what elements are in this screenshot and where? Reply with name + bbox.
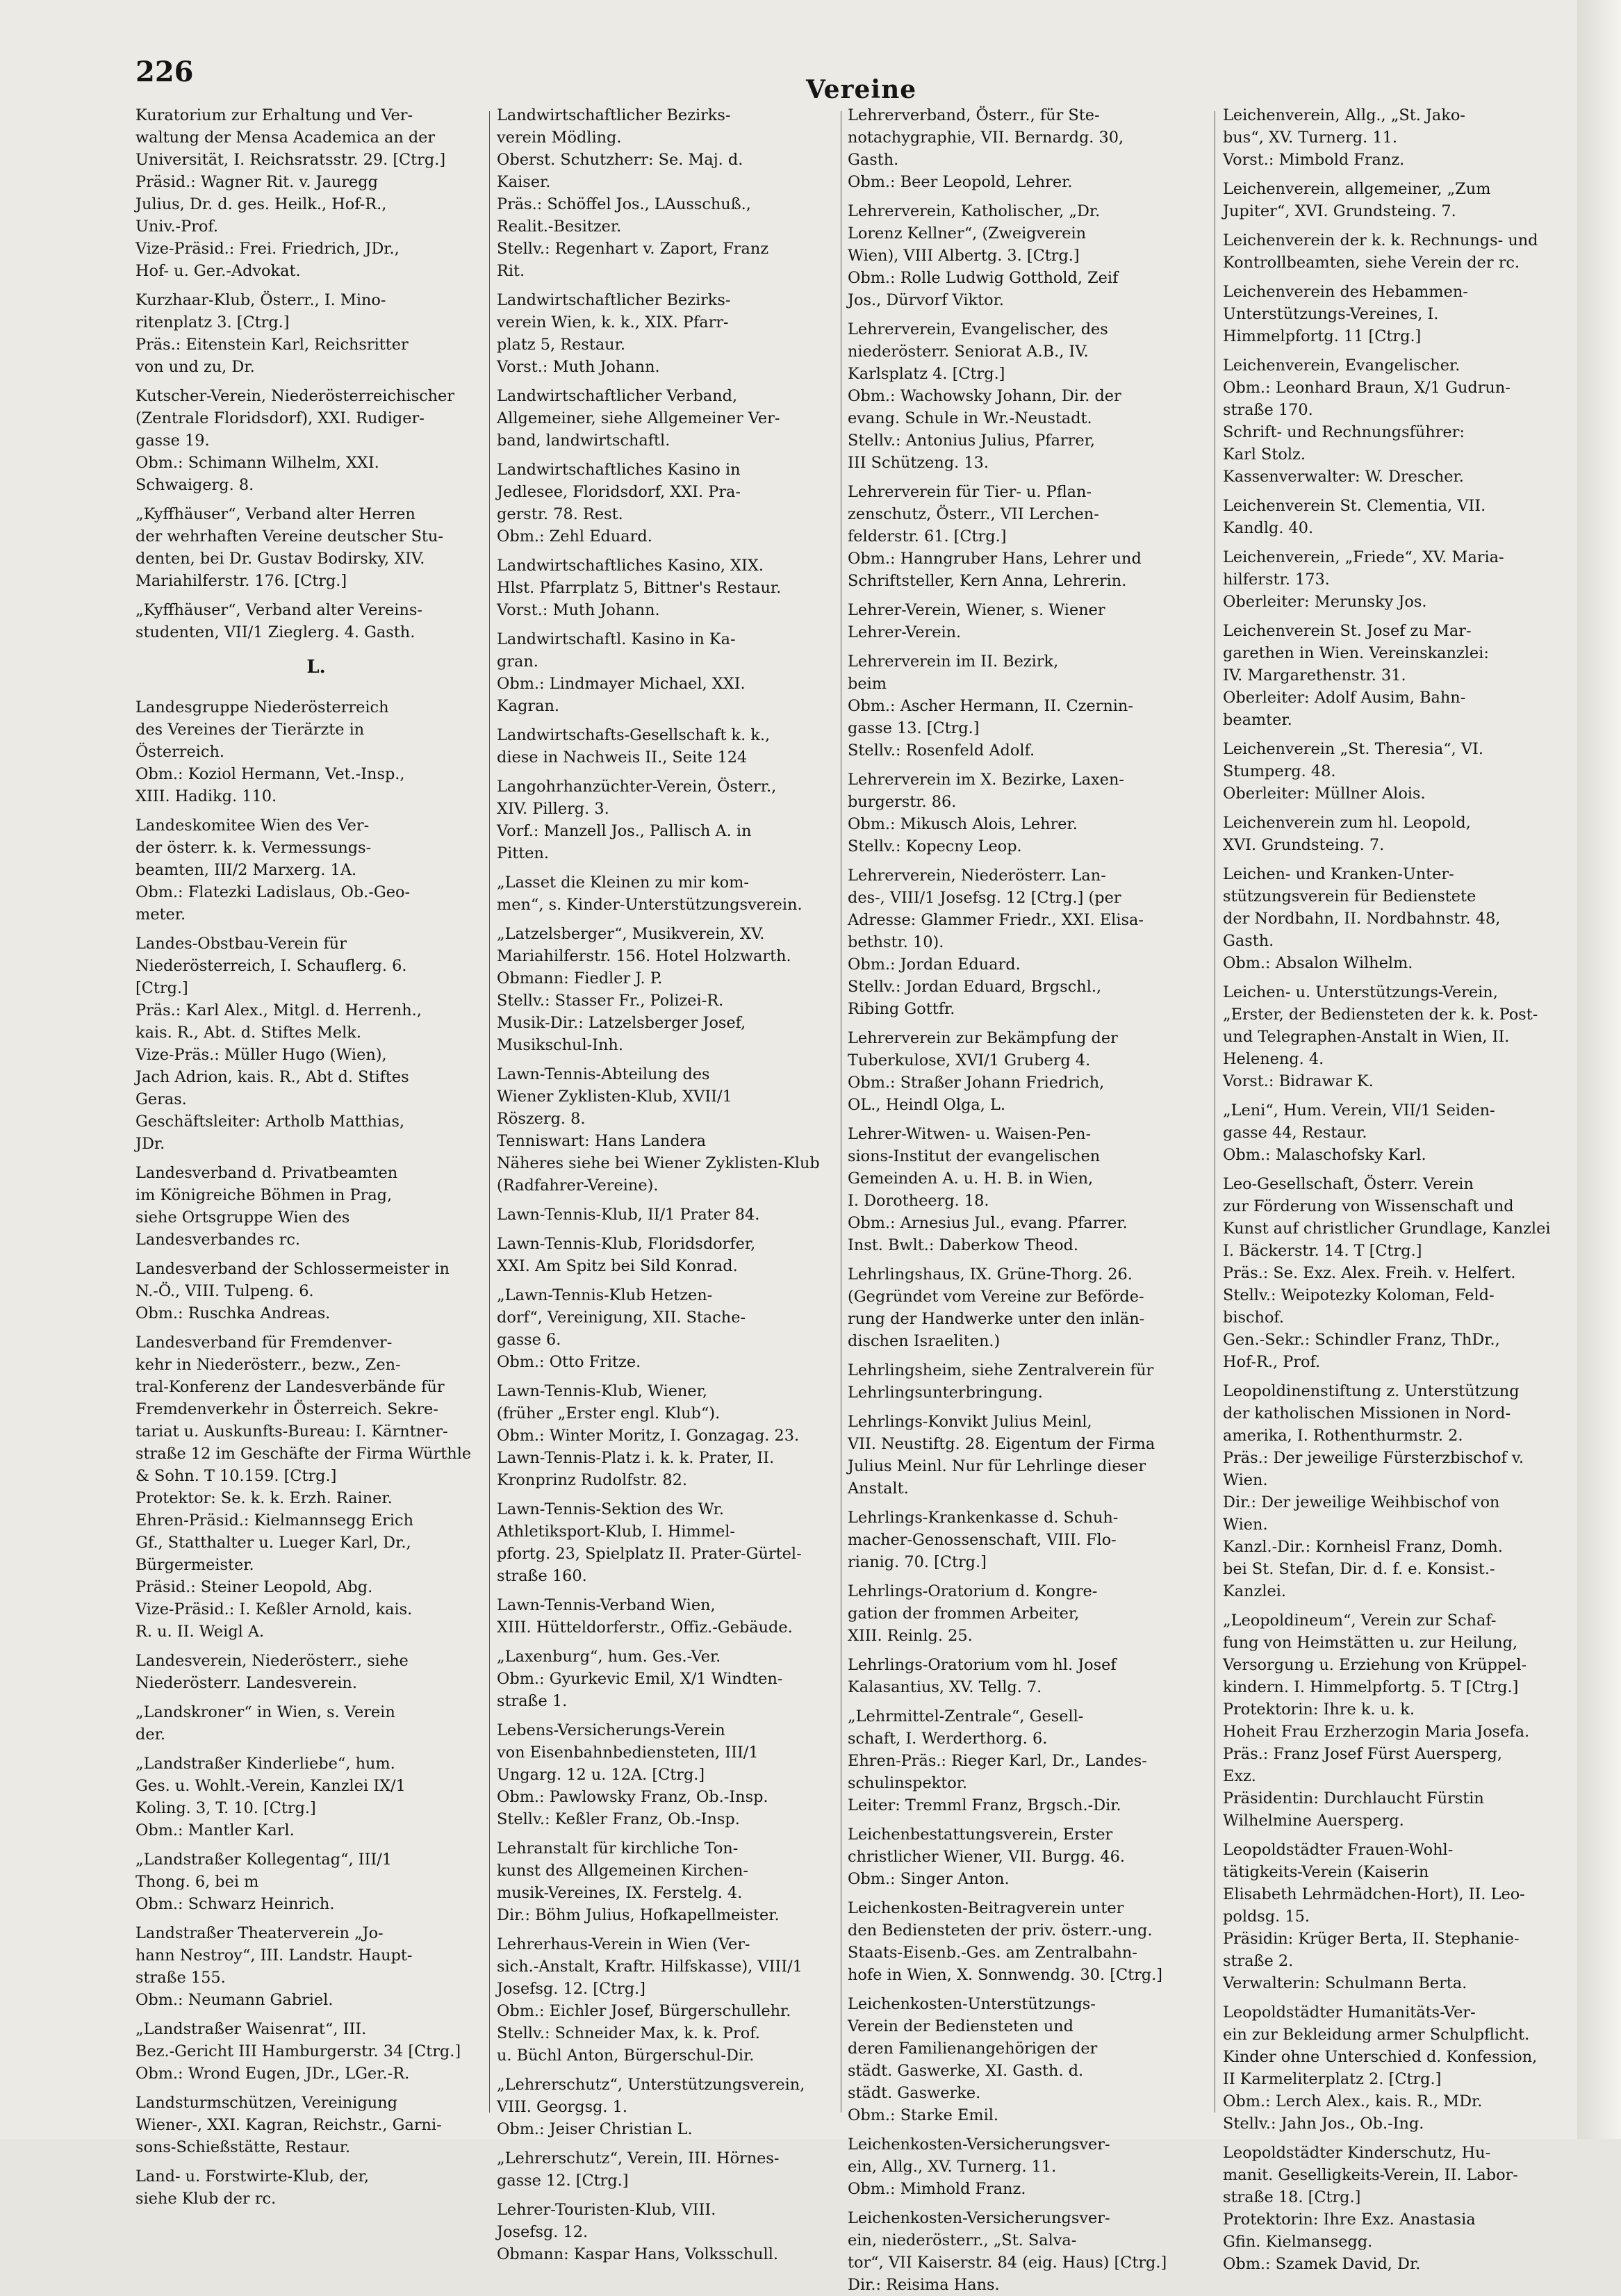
directory-entry: Lehrer-Witwen- u. Waisen-Pen- sions-Institut der evangelischen Gemeinden A. u. H. B. in Wien, I. Dorotheerg. 18. Obm.: Arnesius Jul., evang. Pfarrer. Inst. Bwlt.: Daberkow Theod. bbox=[848, 1125, 1128, 1254]
directory-entry: Lehrerverein für Tier- u. Pflan- zenschutz, Österr., VII Lerchen- felderstr. 61. [Ctrg.] Obm.: Hanngruber Hans, Lehrer und Schriftsteller, Kern Anna, Lehrerin. bbox=[848, 483, 1142, 590]
directory-entry: Leichenverein, Allg., „St. Jako- bus“, XV. Turnerg. 11. Vorst.: Mimbold Franz. bbox=[1223, 106, 1465, 169]
directory-entry: Landwirtschaftlicher Bezirks- verein Mödling. Oberst. Schutzherr: Se. Maj. d. Kaiser. Präs.: Schöffel Jos., LAusschuß., Realit.-Besitzer. Stellv.: Regenhart v. Zaport, Franz Rit. bbox=[497, 106, 769, 280]
directory-entry: Landwirtschaftlicher Verband, Allgemeiner, siehe Allgemeiner Ver- band, landwirtschaftl. bbox=[497, 387, 780, 450]
directory-entry: Lehrlingsheim, siehe Zentralverein für Lehrlingsunterbringung. bbox=[848, 1361, 1154, 1402]
directory-entry: „Landstraßer Kinderliebe“, hum. Ges. u. Wohlt.-Verein, Kanzlei IX/1 Koling. 3, T. 10. [Ctrg.] Obm.: Mantler Karl. bbox=[135, 1755, 406, 1839]
directory-entry: Lawn-Tennis-Klub, II/1 Prater 84. bbox=[497, 1206, 760, 1224]
column-1 bbox=[135, 104, 497, 2208]
directory-entry: Langohrhanzüchter-Verein, Österr., XIV. Pillerg. 3. Vorf.: Manzell Jos., Pallisch A. in Pitten. bbox=[497, 778, 777, 862]
directory-entry: „Lehrerschutz“, Verein, III. Hörnes- gasse 12. [Ctrg.] bbox=[497, 2149, 780, 2190]
directory-entry: Landes-Obstbau-Verein für Niederösterreich, I. Schauflerg. 6. [Ctrg.] Präs.: Karl Alex., Mitgl. d. Herrenh., kais. R., Abt. d. Stiftes Melk. Vize-Präs.: Müller Hugo (Wien), Jach Adrion, kais. R., Abt d. Stiftes Geras. Geschäftsleiter: Artholb Matthias, JDr. bbox=[135, 935, 422, 1153]
directory-entry: Leichenverein der k. k. Rechnungs- und Kontrollbeamten, siehe Verein der rc. bbox=[1223, 231, 1538, 272]
directory-entry: Leichenkosten-Versicherungsver- ein, niederösterr., „St. Salva- tor“, VII Kaiserstr. 84 (eig. Haus) [Ctrg.] Dir.: Reisima Hans. bbox=[848, 2209, 1167, 2294]
column-3 bbox=[848, 104, 1209, 2294]
directory-entry: „Lawn-Tennis-Klub Hetzen- dorf“, Vereinigung, XII. Stache- gasse 6. Obm.: Otto Fritze. bbox=[497, 1286, 746, 1371]
directory-entry: Leichenkosten-Unterstützungs- Verein der Bediensteten und deren Familienangehörigen der städt. Gaswerke, XI. Gasth. d. städt. Gaswerke. Obm.: Starke Emil. bbox=[848, 1995, 1098, 2124]
column-2 bbox=[497, 104, 858, 2263]
directory-entry: Kuratorium zur Erhaltung und Ver- waltung der Mensa Academica an der Universität, I. Reichsratsstr. 29. [Ctrg.] Präsid.: Wagner Rit. v. Jauregg Julius, Dr. d. ges. Heilk., Hof-R., Univ.-Prof. Vize-Präsid.: Frei. Friedrich, JDr., Hof- u. Ger.-Advokat. bbox=[135, 106, 446, 280]
directory-entry: Leo-Gesellschaft, Österr. Verein zur Förderung von Wissenschaft und Kunst auf christlicher Grundlage, Kanzlei I. Bäckerstr. 14. T [Ctrg.] Präs.: Se. Exz. Alex. Freih. v. Helfert. Stellv.: Weipotezky Koloman, Feld- bischof. Gen.-Sekr.: Schindler Franz, ThDr., Hof-R., Prof. bbox=[1223, 1175, 1551, 1371]
directory-entry: Land- u. Forstwirte-Klub, der, siehe Klub der rc. bbox=[135, 2167, 369, 2208]
directory-entry: „Lehrmittel-Zentrale“, Gesell- schaft, I. Werderthorg. 6. Ehren-Präs.: Rieger Karl, Dr., Landes- schulinspektor. Leiter: Tremml Franz, Brgsch.-Dir. bbox=[848, 1707, 1147, 1814]
directory-entry: Lehranstalt für kirchliche Ton- kunst des Allgemeinen Kirchen- musik-Vereines, IX. Ferstelg. 4. Dir.: Böhm Julius, Hofkapellmeister. bbox=[497, 1839, 780, 1924]
directory-entry: Lehrlings-Oratorium vom hl. Josef Kalasantius, XV. Tellg. 7. bbox=[848, 1656, 1117, 1696]
directory-entry: Landsturmschützen, Vereinigung Wiener-, XXI. Kagran, Reichstr., Garni- sons-Schießstätte, Restaur. bbox=[135, 2094, 442, 2156]
directory-entry: Landstraßer Theaterverein „Jo- hann Nestroy“, III. Landstr. Haupt- straße 155. Obm.: Neumann Gabriel. bbox=[135, 1924, 413, 2009]
directory-entry: „Landskroner“ in Wien, s. Verein der. bbox=[135, 1703, 395, 1744]
directory-entry: Landwirtschaftlicher Bezirks- verein Wien, k. k., XIX. Pfarr- platz 5, Restaur. Vorst.: Muth Johann. bbox=[497, 291, 731, 376]
directory-entry: Lehrerhaus-Verein in Wien (Ver- sich.-Anstalt, Kraftr. Hilfskasse), VIII/1 Josefsg. 12. [Ctrg.] Obm.: Eichler Josef, Bürgerschullehr. Stellv.: Schneider Max, k. k. Prof. u. Büchl Anton, Bürgerschul-Dir. bbox=[497, 1935, 803, 2065]
directory-entry: Landesverband d. Privatbeamten im Königreiche Böhmen in Prag, siehe Ortsgruppe Wien des Landesverbandes rc. bbox=[135, 1164, 398, 1249]
directory-entry: Lebens-Versicherungs-Verein von Eisenbahnbediensteten, III/1 Ungarg. 12 u. 12A. [Ctrg.] Obm.: Pawlowsky Franz, Ob.-Insp. Stellv.: Keßler Franz, Ob.-Insp. bbox=[497, 1721, 768, 1828]
directory-entry: Lehrerverein im X. Bezirke, Laxen- burgerstr. 86. Obm.: Mikusch Alois, Lehrer. Stellv.: Kopecny Leop. bbox=[848, 771, 1124, 855]
directory-entry: Leichen- und Kranken-Unter- stützungsverein für Bedienstete der Nordbahn, II. Nordbahnstr. 48, Gasth. Obm.: Absalon Wilhelm. bbox=[1223, 865, 1501, 972]
directory-entry: „Leni“, Hum. Verein, VII/1 Seiden- gasse 44, Restaur. Obm.: Malaschofsky Karl. bbox=[1223, 1101, 1495, 1164]
directory-entry: Landesverband für Fremdenver- kehr in Niederösterr., bezw., Zen- tral-Konferenz der Landesverbände für Fremdenverkehr in Österreich. Sekre- tariat u. Auskunfts-Bureau: I. Kärntner- straße 12 im Geschäfte der Firma Würthle & Sohn. T 10.159. [Ctrg.] Protektor: Se. k. k. Erzh. Rainer. Ehren-Präsid.: Kielmannsegg Erich Gf., Statthalter u. Lueger Karl, Dr., Bürgermeister. Präsid.: Steiner Leopold, Abg. Vize-Präsid.: I. Keßler Arnold, kais. R. u. II. Weigl A. bbox=[135, 1334, 472, 1641]
directory-entry: Leichen- u. Unterstützungs-Verein, „Erster, der Bediensteten der k. k. Post- und Telegraphen-Anstalt in Wien, II. Heleneng. 4. Vorst.: Bidrawar K. bbox=[1223, 983, 1538, 1090]
directory-entry: Leichenverein des Hebammen- Unterstützungs-Vereines, I. Himmelpfortg. 11 [Ctrg.] bbox=[1223, 283, 1468, 345]
directory-entry: „Kyffhäuser“, Verband alter Herren der wehrhaften Vereine deutscher Stu- denten, bei Dr. Gustav Bodirsky, XIV. Mariahilferstr. 176. [Ctrg.] bbox=[135, 505, 443, 590]
directory-entry: Leopoldstädter Frauen-Wohl- tätigkeits-Verein (Kaiserin Elisabeth Lehrmädchen-Hort), II. Leo- poldsg. 15. Präsidin: Krüger Berta, II. Stephanie- straße 2. Verwalterin: Schulmann Berta. bbox=[1223, 1841, 1525, 1992]
directory-entry: Leichenverein St. Clementia, VII. Kandlg. 40. bbox=[1223, 497, 1486, 537]
directory-entry: Lehrerverband, Österr., für Ste- notachygraphie, VII. Bernardg. 30, Gasth. Obm.: Beer Leopold, Lehrer. bbox=[848, 106, 1124, 191]
directory-entry: „Landstraßer Waisenrat“, III. Bez.-Gericht III Hamburgerstr. 34 [Ctrg.] Obm.: Wrond Eugen, JDr., LGer.-R. bbox=[135, 2020, 461, 2083]
directory-entry: Lehrlings-Konvikt Julius Meinl, VII. Neustiftg. 28. Eigentum der Firma Julius Meinl. Nur für Lehrlinge dieser Anstalt. bbox=[848, 1413, 1155, 1498]
directory-entry: Lawn-Tennis-Sektion des Wr. Athletiksport-Klub, I. Himmel- pfortg. 23, Spielplatz II. Prater-Gürtel- straße 160. bbox=[497, 1500, 802, 1585]
directory-entry: Leopoldstädter Humanitäts-Ver- ein zur Bekleidung armer Schulpflicht. Kinder ohne Unterschied d. Konfession, II Karmeliterplatz 2. [Ctrg.] Obm.: Lerch Alex., kais. R., MDr. Stellv.: Jahn Jos., Ob.-Ing. bbox=[1223, 2003, 1538, 2133]
directory-entry: Lehrlingshaus, IX. Grüne-Thorg. 26. (Gegründet vom Vereine zur Beförde- rung der Handwerke unter den inlän- dischen Israeliten.) bbox=[848, 1265, 1145, 1350]
directory-entry: Leichenverein, allgemeiner, „Zum Jupiter“, XVI. Grundsteing. 7. bbox=[1223, 180, 1491, 220]
directory-entry: „Landstraßer Kollegentag“, III/1 Thong. 6, bei m Obm.: Schwarz Heinrich. bbox=[135, 1851, 393, 1913]
directory-entry: Leichenkosten-Beitragverein unter den Bediensteten der priv. österr.-ung. Staats-Eisenb.-Ges. am Zentralbahn- hofe in Wien, X. Sonnwendg. 30. [Ctrg.] bbox=[848, 1899, 1162, 1984]
column-4 bbox=[1223, 104, 1584, 2273]
directory-entry: Landeskomitee Wien des Ver- der österr. k. k. Vermessungs- beamten, III/2 Marxerg. 1A. Obm.: Flatezki Ladislaus, Ob.-Geo- meter. bbox=[135, 817, 411, 924]
directory-entry: Landesverein, Niederösterr., siehe Niederösterr. Landesverein. bbox=[135, 1652, 409, 1692]
directory-entry: Kurzhaar-Klub, Österr., I. Mino- ritenplatz 3. [Ctrg.] Präs.: Eitenstein Karl, Reichsritter von und zu, Dr. bbox=[135, 291, 409, 376]
directory-entry: Landwirtschaftliches Kasino, XIX. Hlst. Pfarrplatz 5, Bittner's Restaur. Vorst.: Muth Johann. bbox=[497, 557, 782, 619]
directory-entry: Lawn-Tennis-Verband Wien, XIII. Hütteldorferstr., Offiz.-Gebäude. bbox=[497, 1596, 793, 1637]
directory-entry: „Lasset die Kleinen zu mir kom- men“, s. Kinder-Unterstützungsverein. bbox=[497, 874, 803, 914]
directory-entry: Lawn-Tennis-Abteilung des Wiener Zyklisten-Klub, XVII/1 Röszerg. 8. Tenniswart: Hans Landera Näheres siehe bei Wiener Zyklisten-Klub (Radfahrer-Vereine). bbox=[497, 1065, 820, 1195]
directory-entry: Lehrlings-Krankenkasse d. Schuh- macher-Genossenschaft, VIII. Flo- rianig. 70. [Ctrg.] bbox=[848, 1509, 1119, 1571]
directory-entry: Leopoldinenstiftung z. Unterstützung der katholischen Missionen in Nord- amerika, I. Rothenthurmstr. 2. Präs.: Der jeweilige Fürsterzbischof v. Wien. Dir.: Der jeweilige Weihbischof von Wien. Kanzl.-Dir.: Kornheisl Franz, Domh. bei St. Stefan, Dir. d. f. e. Konsist.- Kanzlei. bbox=[1223, 1382, 1524, 1600]
directory-entry: Landesgruppe Niederösterreich des Vereines der Tierärzte in Österreich. Obm.: Koziol Hermann, Vet.-Insp., XIII. Hadikg. 110. bbox=[135, 698, 405, 805]
directory-entry: Landesverband der Schlossermeister in N.-Ö., VIII. Tulpeng. 6. Obm.: Ruschka Andreas. bbox=[135, 1260, 450, 1322]
directory-entry: „Lehrerschutz“, Unterstützungsverein, VIII. Georgsg. 1. Obm.: Jeiser Christian L. bbox=[497, 2076, 805, 2138]
directory-entry: Lehrerverein, Evangelischer, des niederösterr. Seniorat A.B., IV. Karlsplatz 4. [Ctrg.] Obm.: Wachowsky Johann, Dir. der evang. Schule in Wr.-Neustadt. Stellv.: Antonius Julius, Pfarrer, III Schützeng. 13. bbox=[848, 320, 1121, 472]
section-letter-heading: L. bbox=[306, 657, 326, 678]
directory-entry: Lehrerverein, Niederösterr. Lan- des-, VIII/1 Josefsg. 12 [Ctrg.] (per Adresse: Glammer Friedr., XXI. Elisa- bethstr. 10). Obm.: Jordan Eduard. Stellv.: Jordan Eduard, Brgschl., Ribing Gottfr. bbox=[848, 867, 1144, 1018]
page-number: 226 bbox=[135, 56, 194, 88]
directory-entry: „Laxenburg“, hum. Ges.-Ver. Obm.: Gyurkevic Emil, X/1 Windten- straße 1. bbox=[497, 1648, 783, 1710]
directory-entry: Lehrerverein, Katholischer, „Dr. Lorenz Kellner“, (Zweigverein Wien), VIII Albertg. 3. [Ctrg.] Obm.: Rolle Ludwig Gotthold, Zeif Jos., Dürvorf Viktor. bbox=[848, 202, 1119, 309]
directory-entry: Lehrer-Touristen-Klub, VIII. Josefsg. 12. Obmann: Kaspar Hans, Volksschull. bbox=[497, 2201, 778, 2263]
directory-entry: Leichenverein „St. Theresia“, VI. Stumperg. 48. Oberleiter: Müllner Alois. bbox=[1223, 740, 1484, 803]
directory-entry: Lawn-Tennis-Klub, Wiener, (früher „Erster engl. Klub“). Obm.: Winter Moritz, I. Gonzagag. 23. Lawn-Tennis-Platz i. k. k. Prater, II. Kronprinz Rudolfstr. 82. bbox=[497, 1382, 800, 1489]
directory-entry: „Leopoldineum“, Verein zur Schaf- fung von Heimstätten u. zur Heilung, Versorgung u. Erziehung von Krüppel- kindern. I. Himmelpfortg. 5. T [Ctrg.] Protektorin: Ihre k. u. k. Hoheit Frau Erzherzogin Maria Josefa. Präs.: Franz Josef Fürst Auersperg, Exz. Präsidentin: Durchlaucht Fürstin Wilhelmine Auersperg. bbox=[1223, 1612, 1530, 1830]
directory-entry: „Latzelsberger“, Musikverein, XV. Mariahilferstr. 156. Hotel Holzwarth. Obmann: Fiedler J. P. Stellv.: Stasser Fr., Polizei-R. Musik-Dir.: Latzelsberger Josef, Musikschul-Inh. bbox=[497, 925, 791, 1054]
directory-entry: „Kyffhäuser“, Verband alter Vereins- studenten, VII/1 Zieglerg. 4. Gasth. bbox=[135, 601, 422, 641]
running-head: Vereine bbox=[806, 75, 917, 104]
directory-entry: Lawn-Tennis-Klub, Floridsdorfer, XXI. Am Spitz bei Sild Konrad. bbox=[497, 1235, 756, 1275]
directory-entry: Lehrer-Verein, Wiener, s. Wiener Lehrer-Verein. bbox=[848, 601, 1105, 641]
directory-entry: Leichenbestattungsverein, Erster christlicher Wiener, VII. Burgg. 46. Obm.: Singer Anton. bbox=[848, 1826, 1126, 1888]
directory-entry: Leichenkosten-Versicherungsver- ein, Allg., XV. Turnerg. 11. Obm.: Mimhold Franz. bbox=[848, 2135, 1110, 2198]
directory-entry: Leichenverein, „Friede“, XV. Maria- hilferstr. 173. Oberleiter: Merunsky Jos. bbox=[1223, 548, 1504, 611]
directory-entry: Landwirtschafts-Gesellschaft k. k., diese in Nachweis II., Seite 124 bbox=[497, 726, 771, 766]
directory-entry: Landwirtschaftliches Kasino in Jedlesee, Floridsdorf, XXI. Pra- gerstr. 78. Rest. Obm.: Zehl Eduard. bbox=[497, 461, 741, 546]
directory-entry: Lehrerverein zur Bekämpfung der Tuberkulose, XVI/1 Gruberg 4. Obm.: Straßer Johann Friedrich, OL., Heindl Olga, L. bbox=[848, 1029, 1118, 1114]
directory-entry: Leichenverein, Evangelischer. Obm.: Leonhard Braun, X/1 Gudrun- straße 170. Schrift- und Rechnungsführer: Karl Stolz. Kassenverwalter: W. Drescher. bbox=[1223, 356, 1511, 486]
directory-entry: Leichenverein zum hl. Leopold, XVI. Grundsteing. 7. bbox=[1223, 814, 1471, 854]
directory-entry: Leichenverein St. Josef zu Mar- garethen in Wien. Vereinskanzlei: IV. Margarethenstr. 31. Oberleiter: Adolf Ausim, Bahn- beamter. bbox=[1223, 622, 1489, 729]
directory-entry: Lehrlings-Oratorium d. Kongre- gation der frommen Arbeiter, XIII. Reinlg. 25. bbox=[848, 1582, 1098, 1645]
directory-entry: Leopoldstädter Kinderschutz, Hu- manit. Geselligkeits-Verein, II. Labor- straße 18. [Ctrg.] Protektorin: Ihre Exz. Anastasia Gfin. Kielmansegg. Obm.: Szamek David, Dr. bbox=[1223, 2144, 1518, 2273]
directory-entry: Landwirtschaftl. Kasino in Ka- gran. Obm.: Lindmayer Michael, XXI. Kagran. bbox=[497, 630, 746, 715]
directory-entry: Lehrerverein im II. Bezirk, beim Obm.: Ascher Hermann, II. Czernin- gasse 13. [Ctrg.] Stellv.: Rosenfeld Adolf. bbox=[848, 653, 1133, 760]
directory-entry: Kutscher-Verein, Niederösterreichischer (Zentrale Floridsdorf), XXI. Rudiger- gasse 19. Obm.: Schimann Wilhelm, XXI. Schwaigerg. 8. bbox=[135, 387, 454, 494]
